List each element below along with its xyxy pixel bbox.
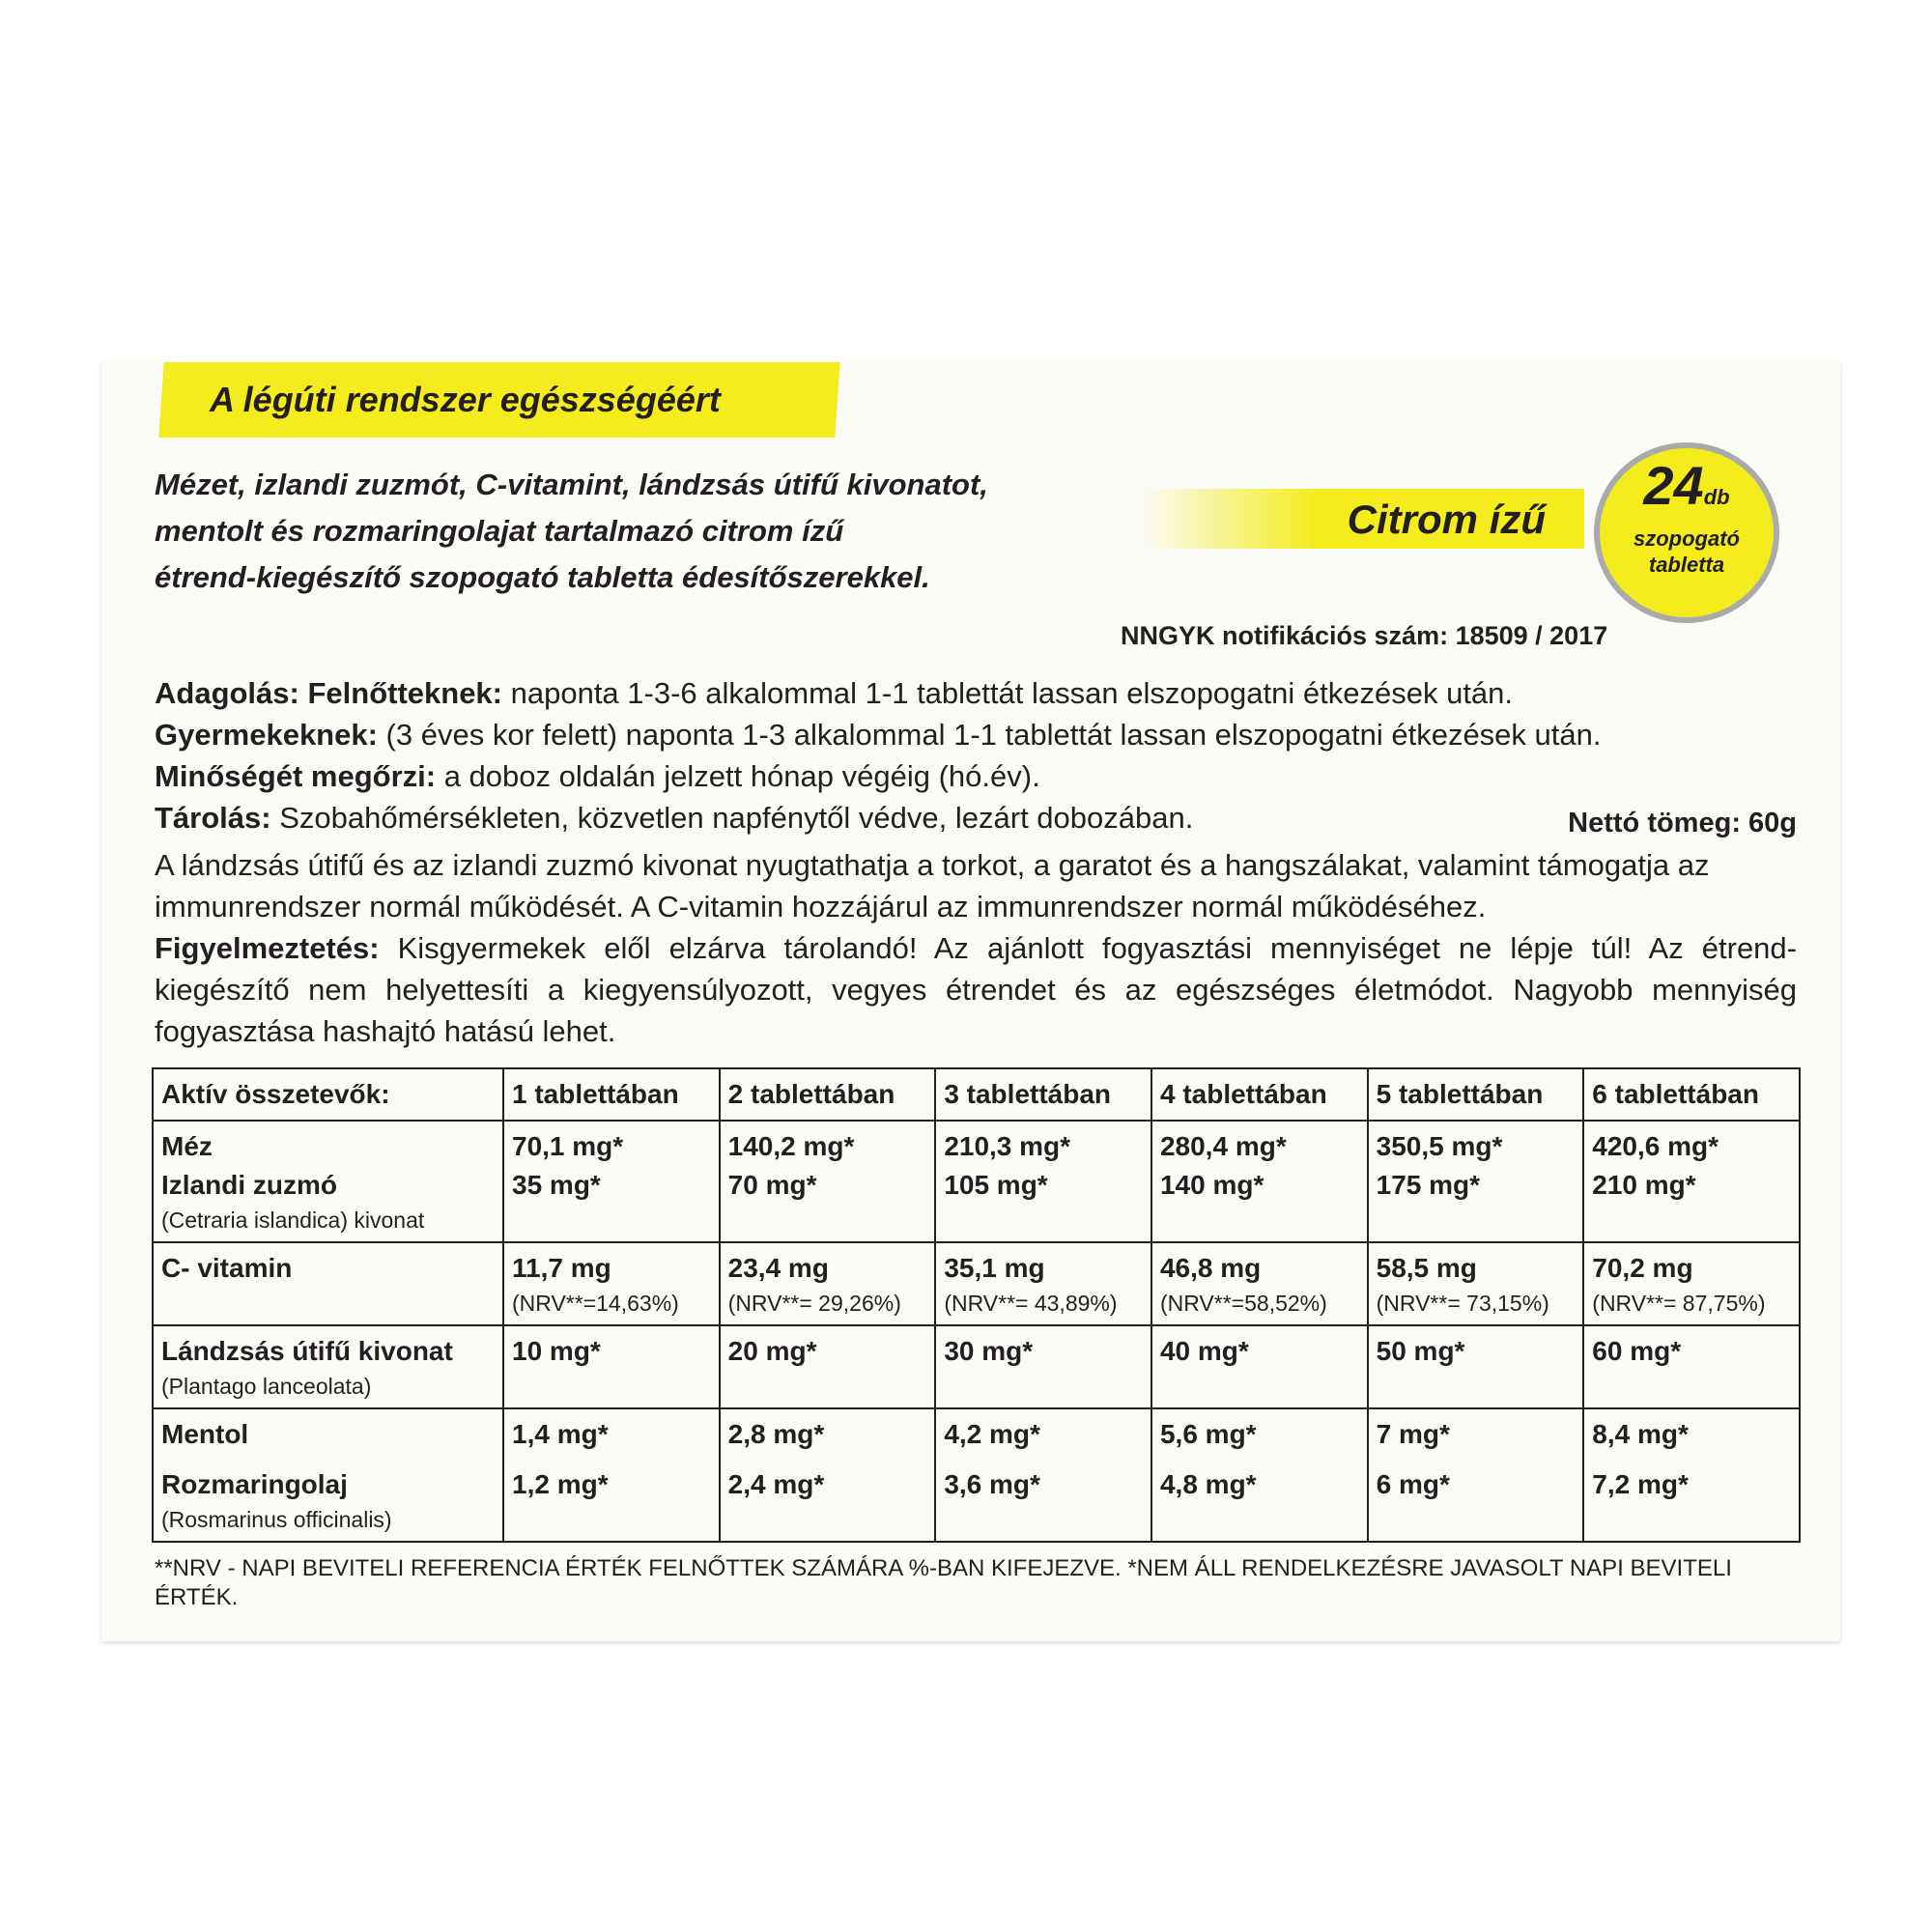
- amount-cell: [1583, 1460, 1800, 1542]
- amount-value: 105 mg*: [944, 1170, 1048, 1200]
- column-header: 5 tablettában: [1368, 1068, 1584, 1121]
- instructions: [155, 672, 1797, 1052]
- column-header: 2 tablettában: [720, 1068, 936, 1121]
- badge-line: tabletta: [1648, 553, 1725, 577]
- amount-cell: [1151, 1121, 1368, 1242]
- nrv-value: (NRV**=58,52%): [1159, 1291, 1327, 1316]
- warning-text: Kisgyermekek elől elzárva tárolandó! Az ajánlott fogyasztási mennyiséget ne lépje túl! Az étrend-kiegészítő nem helyettesíti a kiegyensúlyozott, vegyes étrendet és az egészséges életmódot. Nagyobb mennyiség fogyasztása hashajtó hatású lehet.: [155, 931, 1797, 1048]
- ingredient-latin: (Plantago lanceolata): [161, 1374, 372, 1399]
- amount-cell: [503, 1325, 720, 1408]
- intro-line: mentolt és rozmaringolajat tartalmazó citrom ízű: [155, 514, 844, 548]
- nrv-value: (NRV**= 73,15%): [1376, 1291, 1549, 1316]
- amount-value: 140,2 mg*: [727, 1131, 855, 1161]
- amount-value: 210 mg*: [1592, 1170, 1696, 1200]
- amount-cell: [1368, 1408, 1584, 1460]
- amount-value: 35 mg*: [512, 1170, 601, 1200]
- ingredient-label: Izlandi zuzmó: [161, 1170, 337, 1200]
- amount-value: 350,5 mg*: [1376, 1131, 1503, 1161]
- amount-value: 40 mg*: [1159, 1336, 1249, 1366]
- amount-cell: [1583, 1121, 1800, 1242]
- amount-cell: [503, 1242, 720, 1325]
- amount-value: 8,4 mg*: [1592, 1419, 1689, 1449]
- ingredient-latin: (Cetraria islandica) kivonat: [161, 1208, 425, 1233]
- amount-value: 2,8 mg*: [727, 1419, 825, 1449]
- amount-value: 58,5 mg: [1376, 1253, 1477, 1283]
- dosage-label: Adagolás: Felnőtteknek:: [155, 676, 502, 710]
- storage-label: Tárolás:: [155, 801, 271, 835]
- amount-cell: [1583, 1242, 1800, 1325]
- amount-value: 5,6 mg*: [1159, 1419, 1257, 1449]
- amount-cell: [503, 1460, 720, 1542]
- amount-cell: [1368, 1242, 1584, 1325]
- ingredient-label: Lándzsás útifű kivonat: [161, 1336, 453, 1366]
- amount-value: 46,8 mg: [1159, 1253, 1262, 1283]
- column-header: 6 tablettában: [1583, 1068, 1800, 1121]
- column-header: 1 tablettában: [503, 1068, 720, 1121]
- amount-value: 210,3 mg*: [944, 1131, 1071, 1161]
- bestbefore-text: a doboz oldalán jelzett hónap végéig (hó.év).: [436, 759, 1040, 793]
- amount-cell: [1583, 1325, 1800, 1408]
- amount-value: 3,6 mg*: [944, 1469, 1040, 1499]
- amount-value: 30 mg*: [944, 1336, 1034, 1366]
- amount-cell: [720, 1325, 936, 1408]
- amount-value: 175 mg*: [1376, 1170, 1481, 1200]
- amount-cell: [935, 1325, 1151, 1408]
- amount-value: 70,1 mg*: [512, 1131, 624, 1161]
- column-header: 3 tablettában: [935, 1068, 1151, 1121]
- amount-cell: [1151, 1408, 1368, 1460]
- amount-value: 140 mg*: [1159, 1170, 1264, 1200]
- intro-line: étrend-kiegészítő szopogató tabletta édesítőszerekkel.: [155, 560, 930, 594]
- header-right: [1121, 455, 1797, 655]
- ingredient-name: [153, 1460, 503, 1542]
- amount-value: 280,4 mg*: [1159, 1131, 1287, 1161]
- amount-value: 4,2 mg*: [944, 1419, 1040, 1449]
- net-weight: Nettó tömeg: 60g: [1568, 808, 1797, 838]
- ingredient-name: [153, 1408, 503, 1460]
- amount-cell: [935, 1121, 1151, 1242]
- table-row: [153, 1408, 1800, 1460]
- count-badge: [1594, 442, 1779, 623]
- ingredients-table: [152, 1067, 1801, 1543]
- amount-value: 70 mg*: [727, 1170, 817, 1200]
- amount-cell: [720, 1408, 936, 1460]
- amount-cell: [935, 1408, 1151, 1460]
- amount-value: 7 mg*: [1376, 1419, 1450, 1449]
- amount-cell: [1368, 1460, 1584, 1542]
- column-header: Aktív összetevők:: [153, 1068, 503, 1121]
- ingredient-name: [153, 1325, 503, 1408]
- amount-cell: [1583, 1408, 1800, 1460]
- amount-value: 20 mg*: [727, 1336, 817, 1366]
- health-claim: A lándzsás útifű és az izlandi zuzmó kivonat nyugtathatja a torkot, a garatot és a hangszálakat, valamint támogatja az immunrendszer normál működését. A C-vitamin hozzájárul az immunrendszer normál működéséhez.: [155, 848, 1710, 923]
- amount-cell: [1368, 1121, 1584, 1242]
- ingredient-label: Rozmaringolaj: [161, 1469, 348, 1499]
- ingredient-name: [153, 1121, 503, 1242]
- flavor-label: Citrom ízű: [1347, 497, 1546, 542]
- table-row: [153, 1325, 1800, 1408]
- table-header-row: [153, 1068, 1800, 1121]
- ingredient-name: [153, 1242, 503, 1325]
- amount-cell: [503, 1408, 720, 1460]
- children-text: (3 éves kor felett) naponta 1-3 alkalommal 1-1 tablettát lassan elszopogatni étkezések után.: [377, 718, 1602, 752]
- bestbefore-label: Minőségét megőrzi:: [155, 759, 437, 793]
- amount-value: 10 mg*: [512, 1336, 601, 1366]
- children-label: Gyermekeknek:: [155, 718, 378, 752]
- ingredient-label: C- vitamin: [161, 1253, 293, 1283]
- amount-cell: [935, 1242, 1151, 1325]
- ingredient-label: Méz: [161, 1131, 213, 1161]
- amount-cell: [720, 1121, 936, 1242]
- table-row: [153, 1460, 1800, 1542]
- dosage-text: naponta 1-3-6 alkalommal 1-1 tablettát lassan elszopogatni étkezések után.: [502, 676, 1514, 710]
- nrv-value: (NRV**= 43,89%): [944, 1291, 1118, 1316]
- product-description: [155, 462, 1121, 655]
- amount-cell: [503, 1121, 720, 1242]
- nrv-value: (NRV**= 29,26%): [727, 1291, 901, 1316]
- amount-value: 1,4 mg*: [512, 1419, 609, 1449]
- amount-cell: [720, 1242, 936, 1325]
- headline: A légúti rendszer egészségéért: [210, 380, 721, 419]
- warning-label: Figyelmeztetés:: [155, 931, 380, 965]
- amount-cell: [1151, 1460, 1368, 1542]
- amount-cell: [720, 1460, 936, 1542]
- amount-value: 7,2 mg*: [1592, 1469, 1689, 1499]
- amount-value: 1,2 mg*: [512, 1469, 609, 1499]
- amount-value: 420,6 mg*: [1592, 1131, 1719, 1161]
- nrv-value: (NRV**=14,63%): [512, 1291, 679, 1316]
- notification-number: NNGYK notifikációs szám: 18509 / 2017: [1121, 621, 1608, 650]
- amount-value: 4,8 mg*: [1159, 1469, 1257, 1499]
- amount-cell: [1151, 1242, 1368, 1325]
- header-area: [155, 455, 1797, 655]
- table-row: [153, 1121, 1800, 1242]
- headline-banner: [158, 362, 839, 438]
- package-back: [101, 362, 1840, 1641]
- amount-value: 70,2 mg: [1592, 1253, 1693, 1283]
- storage-text: Szobahőmérsékleten, közvetlen napfénytől védve, lezárt dobozában.: [270, 801, 1194, 835]
- amount-value: 2,4 mg*: [727, 1469, 825, 1499]
- badge-unit: db: [1703, 485, 1730, 509]
- amount-cell: [1368, 1325, 1584, 1408]
- badge-count: 24: [1643, 455, 1704, 516]
- intro-line: Mézet, izlandi zuzmót, C-vitamint, lándzsás útifű kivonatot,: [155, 468, 988, 501]
- flavor-banner: [1140, 489, 1584, 549]
- amount-value: 11,7 mg: [512, 1253, 611, 1283]
- amount-value: 6 mg*: [1376, 1469, 1450, 1499]
- amount-value: 23,4 mg: [727, 1253, 829, 1283]
- amount-cell: [1151, 1325, 1368, 1408]
- amount-value: 35,1 mg: [944, 1253, 1045, 1283]
- amount-value: 50 mg*: [1376, 1336, 1465, 1366]
- ingredient-label: Mentol: [161, 1419, 249, 1449]
- table-row: [153, 1242, 1800, 1325]
- amount-value: 60 mg*: [1592, 1336, 1682, 1366]
- amount-cell: [935, 1460, 1151, 1542]
- column-header: 4 tablettában: [1151, 1068, 1368, 1121]
- ingredient-latin: (Rosmarinus officinalis): [161, 1507, 392, 1532]
- footnote: **NRV - NAPI BEVITELI REFERENCIA ÉRTÉK FELNŐTTEK SZÁMÁRA %-BAN KIFEJEZVE. *NEM ÁLL RENDELKEZÉSRE JAVASOLT NAPI BEVITELI ÉRTÉK.: [155, 1555, 1732, 1610]
- nrv-value: (NRV**= 87,75%): [1592, 1291, 1766, 1316]
- badge-line: szopogató: [1634, 526, 1740, 551]
